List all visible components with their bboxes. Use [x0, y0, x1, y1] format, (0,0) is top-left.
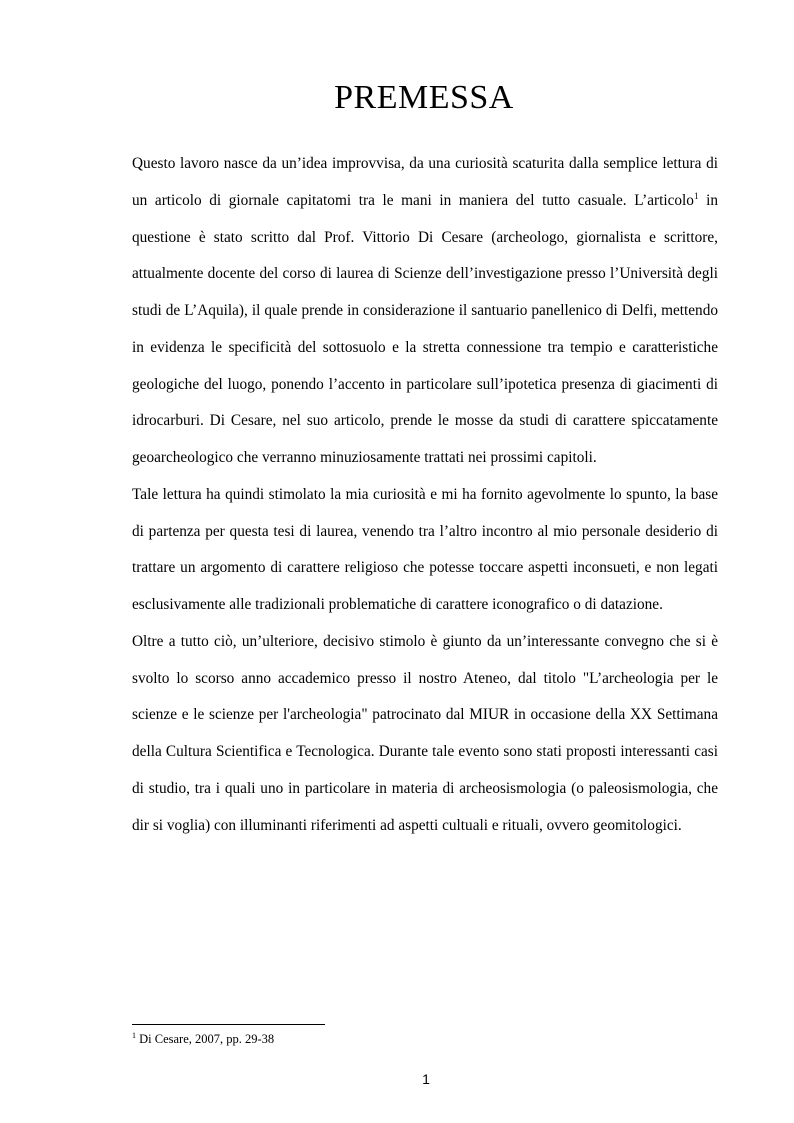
footnote-reference[interactable]: 1	[693, 190, 699, 201]
paragraph-3: Oltre a tutto ciò, un’ulteriore, decisivo stimolo è giunto da un’interessante convegno che si è svolto lo scorso anno accademico presso il nostro Ateneo, dal titolo "L’archeologia per le scienze e le scienze per l'archeologia" patrocinato dal MIUR in occasione della XX Settimana della Cultura Scientifica e Tecnologica. Durante tale evento sono stati proposti interessanti casi di studio, tra i quali uno in particolare in materia di archeosismologia (o paleosismologia, che dir si voglia) con illuminanti riferimenti ad aspetti cultuali e rituali, ovvero geomitologici.	[132, 632, 718, 834]
paragraph-1	[132, 146, 718, 477]
page-title: PREMESSA	[334, 79, 514, 116]
footnote-marker: 1	[132, 1031, 136, 1040]
page-number: 1	[422, 1071, 430, 1087]
footnote	[132, 1031, 274, 1047]
paragraph-1-text-after-ref: in questione è stato scritto dal Prof. Vittorio Di Cesare (archeologo, giornalista e scrittore, attualmente docente del corso di laurea di Scienze dell’investigazione presso l’Università degli studi de L’Aquila), il quale prende in considerazione il santuario panellenico di Delfi, mettendo in evidenza le specificità del sottosuolo e la stretta connessione tra tempio e caratteristiche geologiche del luogo, ponendo l’accento in particolare sull’ipotetica presenza di giacimenti di idrocarburi. Di Cesare, nel suo articolo, prende le mosse da studi di carattere spiccatamente geoarcheologico che verranno minuziosamente trattati nei prossimi capitoli.	[132, 191, 718, 466]
paragraph-1-text-before-ref: Questo lavoro nasce da un’idea improvvisa, da una curiosità scaturita dalla semplice lettura di un articolo di giornale capitatomi tra le mani in maniera del tutto casuale. L’articolo	[132, 155, 718, 209]
footnote-text: Di Cesare, 2007, pp. 29-38	[136, 1032, 275, 1046]
body-text	[132, 146, 718, 844]
paragraph-2: Tale lettura ha quindi stimolato la mia curiosità e mi ha fornito agevolmente lo spunto, la base di partenza per questa tesi di laurea, venendo tra l’altro incontro al mio personale desiderio di trattare un argomento di carattere religioso che potesse toccare aspetti inconsueti, e non legati esclusivamente alle tradizionali problematiche di carattere iconografico o di datazione.	[132, 485, 718, 613]
footnote-separator	[132, 1024, 325, 1025]
